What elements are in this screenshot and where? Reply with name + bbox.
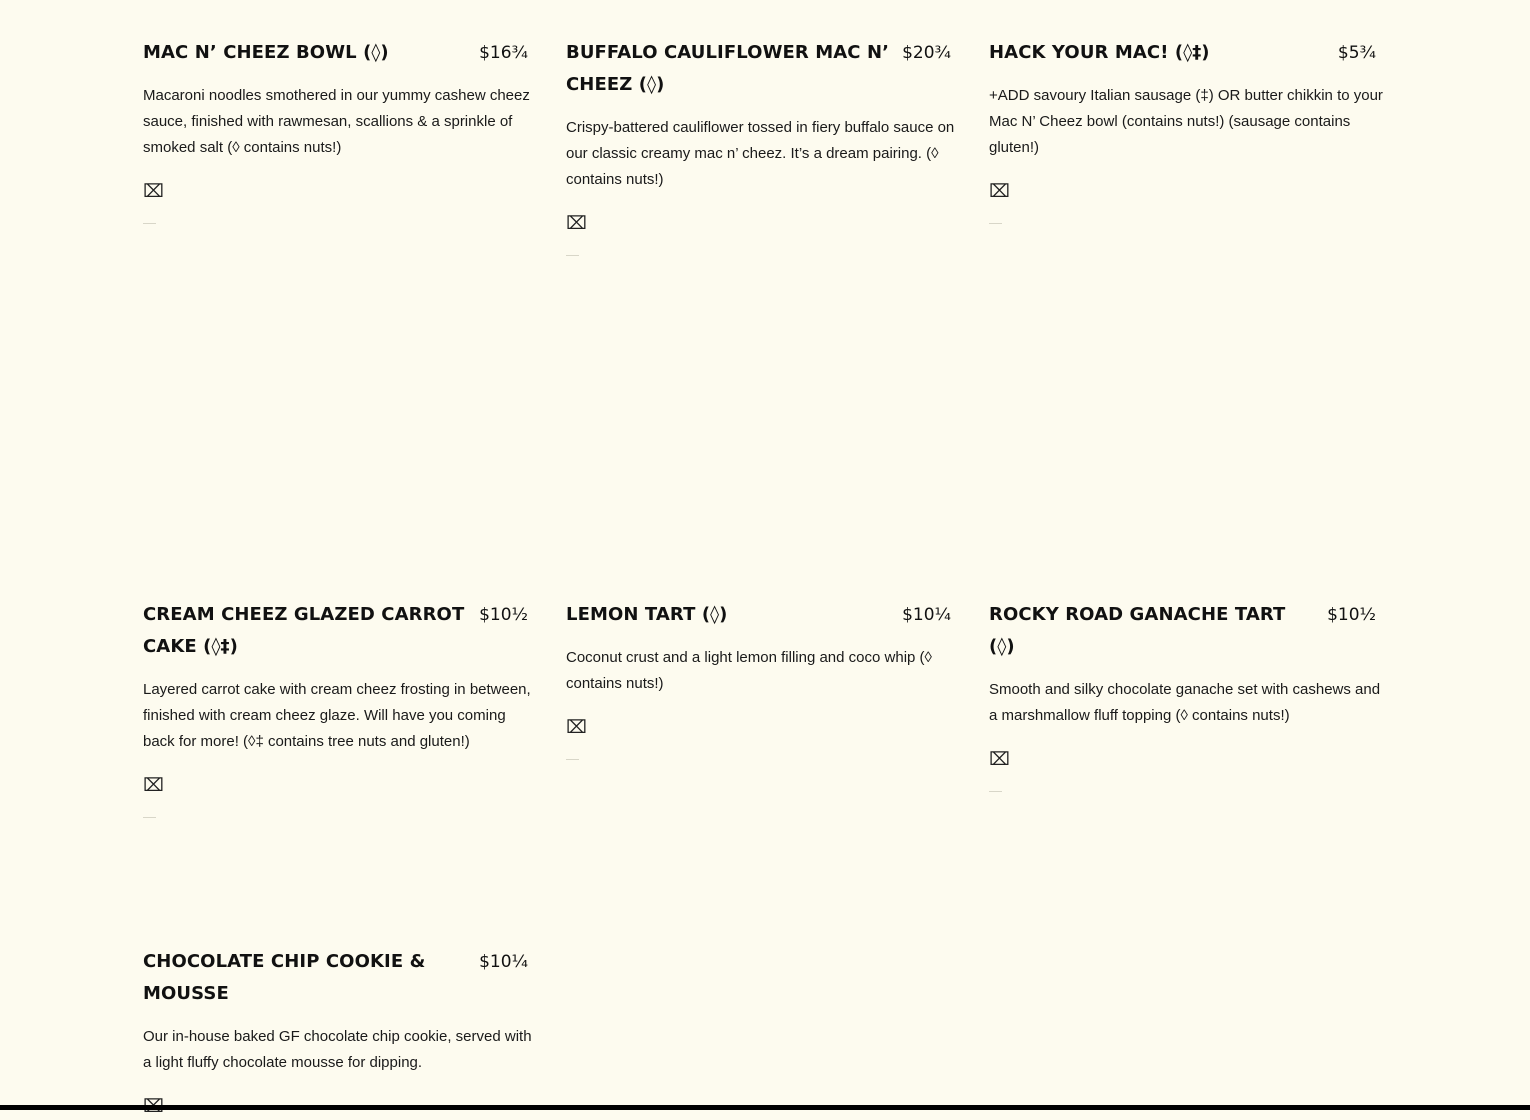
menu-item-header — [566, 599, 961, 631]
menu-item-hack-your-mac — [989, 37, 1384, 224]
menu-item-divider — [143, 223, 156, 224]
menu-item-description: Smooth and silky chocolate ganache set with cashews and a marshmallow fluff topping (◊ contains nuts!) — [989, 681, 1381, 724]
menu-item-name: HACK YOUR MAC! (◊‡) — [989, 42, 1210, 63]
menu-item-name: MAC N’ CHEEZ BOWL (◊) — [143, 42, 389, 63]
menu-item-header — [143, 946, 538, 1010]
menu-item-buffalo-cauliflower — [566, 37, 961, 256]
menu-item-name: CREAM CHEEZ GLAZED CARROT CAKE (◊‡) — [143, 604, 465, 657]
menu-item-header — [989, 599, 1384, 663]
menu-item-price: $10½ — [479, 605, 528, 625]
menu-item-price: $10¼ — [479, 952, 528, 972]
missing-glyph-icon: ⌧ — [566, 717, 587, 738]
menu-item-divider — [566, 759, 579, 760]
menu-item-divider — [143, 817, 156, 818]
menu-item-description: Crispy-battered cauliflower tossed in fiery buffalo sauce on our classic creamy mac n’ cheez. It’s a dream pairing. (◊ contains nuts!) — [566, 119, 955, 188]
menu-item-rocky-road-tart — [989, 599, 1384, 792]
menu-item-name: CHOCOLATE CHIP COOKIE & MOUSSE — [143, 951, 426, 1004]
menu-item-description: Layered carrot cake with cream cheez frosting in between, finished with cream cheez glaze. Will have you coming back for more! (◊‡ contains tree nuts and gluten!) — [143, 681, 531, 750]
missing-glyph-icon: ⌧ — [143, 181, 164, 202]
menu-item-description: Coconut crust and a light lemon filling and coco whip (◊ contains nuts!) — [566, 649, 932, 692]
menu-item-header — [143, 37, 538, 69]
missing-glyph-icon: ⌧ — [989, 181, 1010, 202]
menu-item-price: $5¾ — [1337, 43, 1376, 63]
missing-glyph-icon: ⌧ — [566, 213, 587, 234]
menu-item-name: ROCKY ROAD GANACHE TART (◊) — [989, 604, 1286, 657]
menu-item-name: BUFFALO CAULIFLOWER MAC N’ CHEEZ (◊) — [566, 42, 890, 95]
missing-glyph-icon: ⌧ — [143, 775, 164, 796]
menu-item-carrot-cake — [143, 599, 538, 818]
menu-item-divider — [989, 223, 1002, 224]
menu-item-name: LEMON TART (◊) — [566, 604, 728, 625]
menu-item-divider — [989, 791, 1002, 792]
menu-item-lemon-tart — [566, 599, 961, 760]
menu-item-cookie-mousse — [143, 946, 538, 1120]
menu-item-price: $16¾ — [479, 43, 528, 63]
menu-item-divider — [566, 255, 579, 256]
menu-item-price: $20¾ — [902, 43, 951, 63]
missing-glyph-icon: ⌧ — [989, 749, 1010, 770]
bottom-bar — [0, 1105, 1530, 1110]
menu-item-description: +ADD savoury Italian sausage (‡) OR butter chikkin to your Mac N’ Cheez bowl (contains nuts!) (sausage contains gluten!) — [989, 87, 1383, 156]
menu-item-header — [566, 37, 961, 101]
menu-item-header — [989, 37, 1384, 69]
menu-item-price: $10½ — [1327, 605, 1376, 625]
menu-item-header — [143, 599, 538, 663]
menu-item-mac-n-cheez-bowl — [143, 37, 538, 224]
menu-item-description: Our in-house baked GF chocolate chip cookie, served with a light fluffy chocolate mousse for dipping. — [143, 1028, 532, 1071]
menu-item-price: $10¼ — [902, 605, 951, 625]
menu-item-description: Macaroni noodles smothered in our yummy cashew cheez sauce, finished with rawmesan, scallions & a sprinkle of smoked salt (◊ contains nuts!) — [143, 87, 530, 156]
